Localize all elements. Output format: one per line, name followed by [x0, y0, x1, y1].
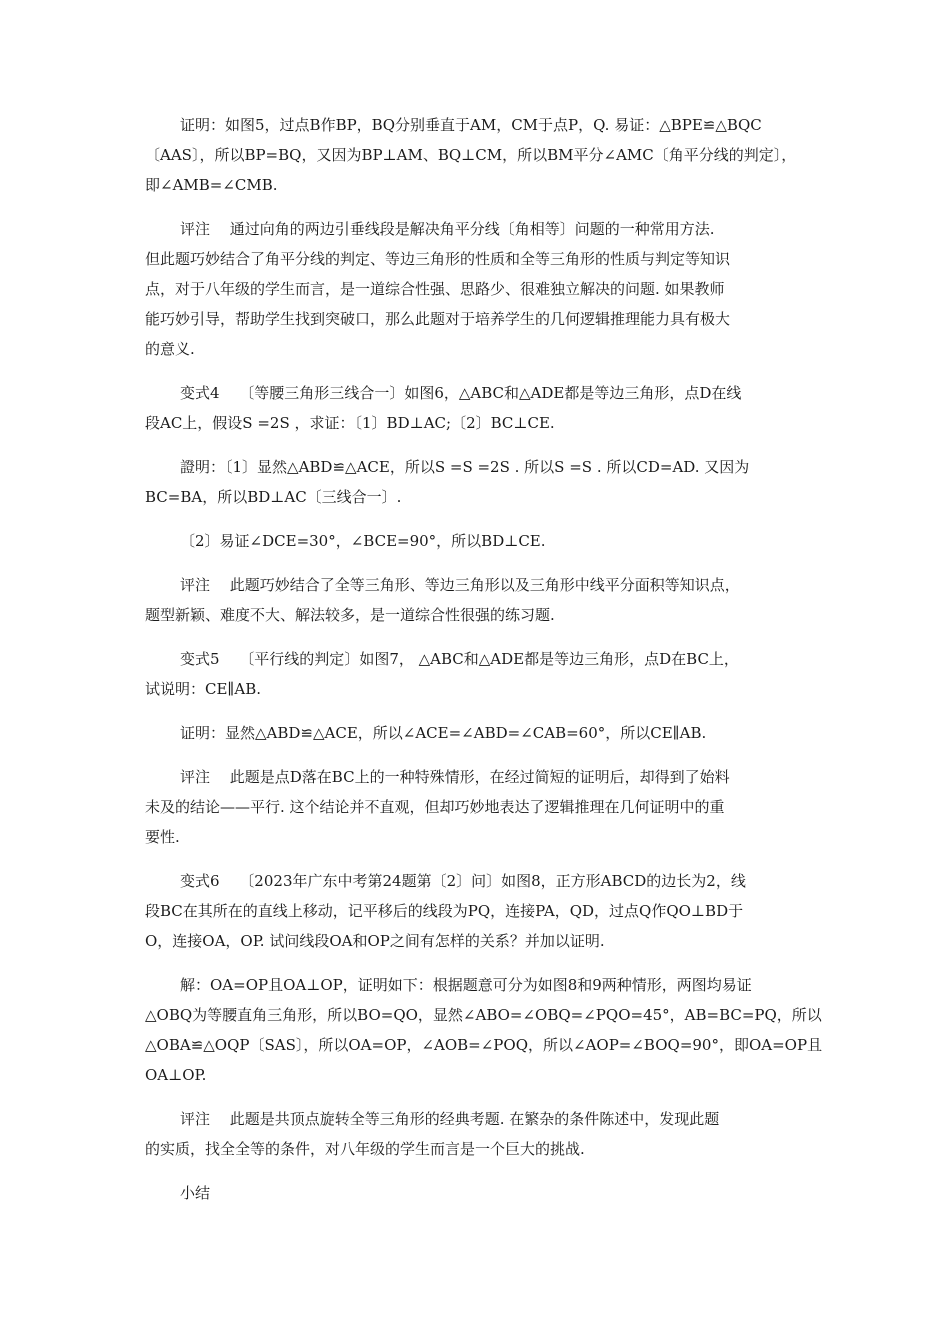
variant-5-paragraph: [145, 644, 805, 704]
text-line: 要性.: [145, 828, 180, 846]
text-line: 评注 通过向角的两边引垂线段是解决角平分线〔角相等〕问题的一种常用方法.: [180, 220, 715, 238]
comment-paragraph: [145, 570, 805, 630]
text-line: 评注 此题是点D落在BC上的一种特殊情形，在经过简短的证明后，却得到了始料: [180, 768, 730, 786]
text-line: 未及的结论——平行. 这个结论并不直观，但却巧妙地表达了逻辑推理在几何证明中的重: [145, 798, 725, 816]
text-line: 变式5 〔平行线的判定〕如图7， △ABC和△ADE都是等边三角形，点D在BC上，: [180, 650, 739, 668]
text-line: 但此题巧妙结合了角平分线的判定、等边三角形的性质和全等三角形的性质与判定等知识: [145, 250, 731, 268]
text-line: 题型新颖、难度不大、解法较多，是一道综合性很强的练习题.: [145, 606, 555, 624]
text-line: 试说明：CE∥AB.: [145, 680, 261, 698]
text-line: 变式6 〔2023年广东中考第24题第〔2〕问〕如图8，正方形ABCD的边长为2，线: [180, 872, 746, 890]
text-line: 证明：如图5，过点B作BP，BQ分别垂直于AM，CM于点P，Q. 易证：△BPE≌△BQC: [180, 116, 762, 134]
text-line: 段AC上，假设S =2S ，求证：〔1〕BD⊥AC;〔2〕BC⊥CE.: [145, 414, 555, 432]
proof-variant-4-part2: [145, 526, 805, 556]
summary-heading: 小结: [180, 1184, 211, 1202]
proof-fig5-paragraph: [145, 110, 805, 200]
text-line: 證明：〔1〕显然△ABD≌△ACE，所以S =S =2S . 所以S =S . 所以CD=AD. 又因为: [180, 458, 750, 476]
text-line: OA⊥OP.: [145, 1066, 207, 1084]
text-line: 点，对于八年级的学生而言，是一道综合性强、思路少、很难独立解决的问题. 如果教师: [145, 280, 725, 298]
text-line: BC=BA，所以BD⊥AC〔三线合一〕.: [145, 488, 402, 506]
comment-paragraph: [145, 762, 805, 852]
text-line: 〔AAS〕，所以BP=BQ，又因为BP⊥AM、BQ⊥CM，所以BM平分∠AMC〔角平分线的判定〕，: [145, 146, 797, 164]
text-line: 评注 此题是共顶点旋转全等三角形的经典考题. 在繁杂的条件陈述中，发现此题: [180, 1110, 720, 1128]
proof-variant-5: [145, 718, 805, 748]
proof-variant-4-part1: [145, 452, 805, 512]
text-line: △OBA≌△OQP〔SAS〕，所以OA=OP，∠AOB=∠POQ，所以∠AOP=∠BOQ=90°，即OA=OP且: [145, 1036, 823, 1054]
text-line: 〔2〕易证∠DCE=30°，∠BCE=90°，所以BD⊥CE.: [180, 532, 546, 550]
comment-paragraph: [145, 1104, 805, 1164]
text-line: 的意义.: [145, 340, 195, 358]
text-line: △OBQ为等腰直角三角形，所以BO=QO，显然∠ABO=∠OBQ=∠PQO=45°，AB=BC=PQ，所以: [145, 1006, 822, 1024]
text-line: 证明：显然△ABD≌△ACE，所以∠ACE=∠ABD=∠CAB=60°，所以CE∥AB.: [180, 724, 707, 742]
solution-variant-6: [145, 970, 823, 1090]
text-line: 能巧妙引导，帮助学生找到突破口，那么此题对于培养学生的几何逻辑推理能力具有极大: [145, 310, 731, 328]
text-line: 即∠AMB=∠CMB.: [145, 176, 278, 194]
document-body: [145, 110, 823, 1208]
variant-4-paragraph: [145, 378, 805, 438]
text-line: O，连接OA，OP. 试问线段OA和OP之间有怎样的关系？并加以证明.: [145, 932, 605, 950]
text-line: 评注 此题巧妙结合了全等三角形、等边三角形以及三角形中线平分面积等知识点，: [180, 576, 740, 594]
variant-6-paragraph: [145, 866, 805, 956]
text-line: 段BC在其所在的直线上移动，记平移后的线段为PQ，连接PA，QD，过点Q作QO⊥BD于: [145, 902, 744, 920]
text-line: 解：OA=OP且OA⊥OP，证明如下：根据题意可分为如图8和9两种情形，两图均易证: [180, 976, 752, 994]
text-line: 变式4 〔等腰三角形三线合一〕如图6，△ABC和△ADE都是等边三角形，点D在线: [180, 384, 742, 402]
text-line: 的实质，找全全等的条件，对八年级的学生而言是一个巨大的挑战.: [145, 1140, 585, 1158]
comment-paragraph: [145, 214, 805, 364]
